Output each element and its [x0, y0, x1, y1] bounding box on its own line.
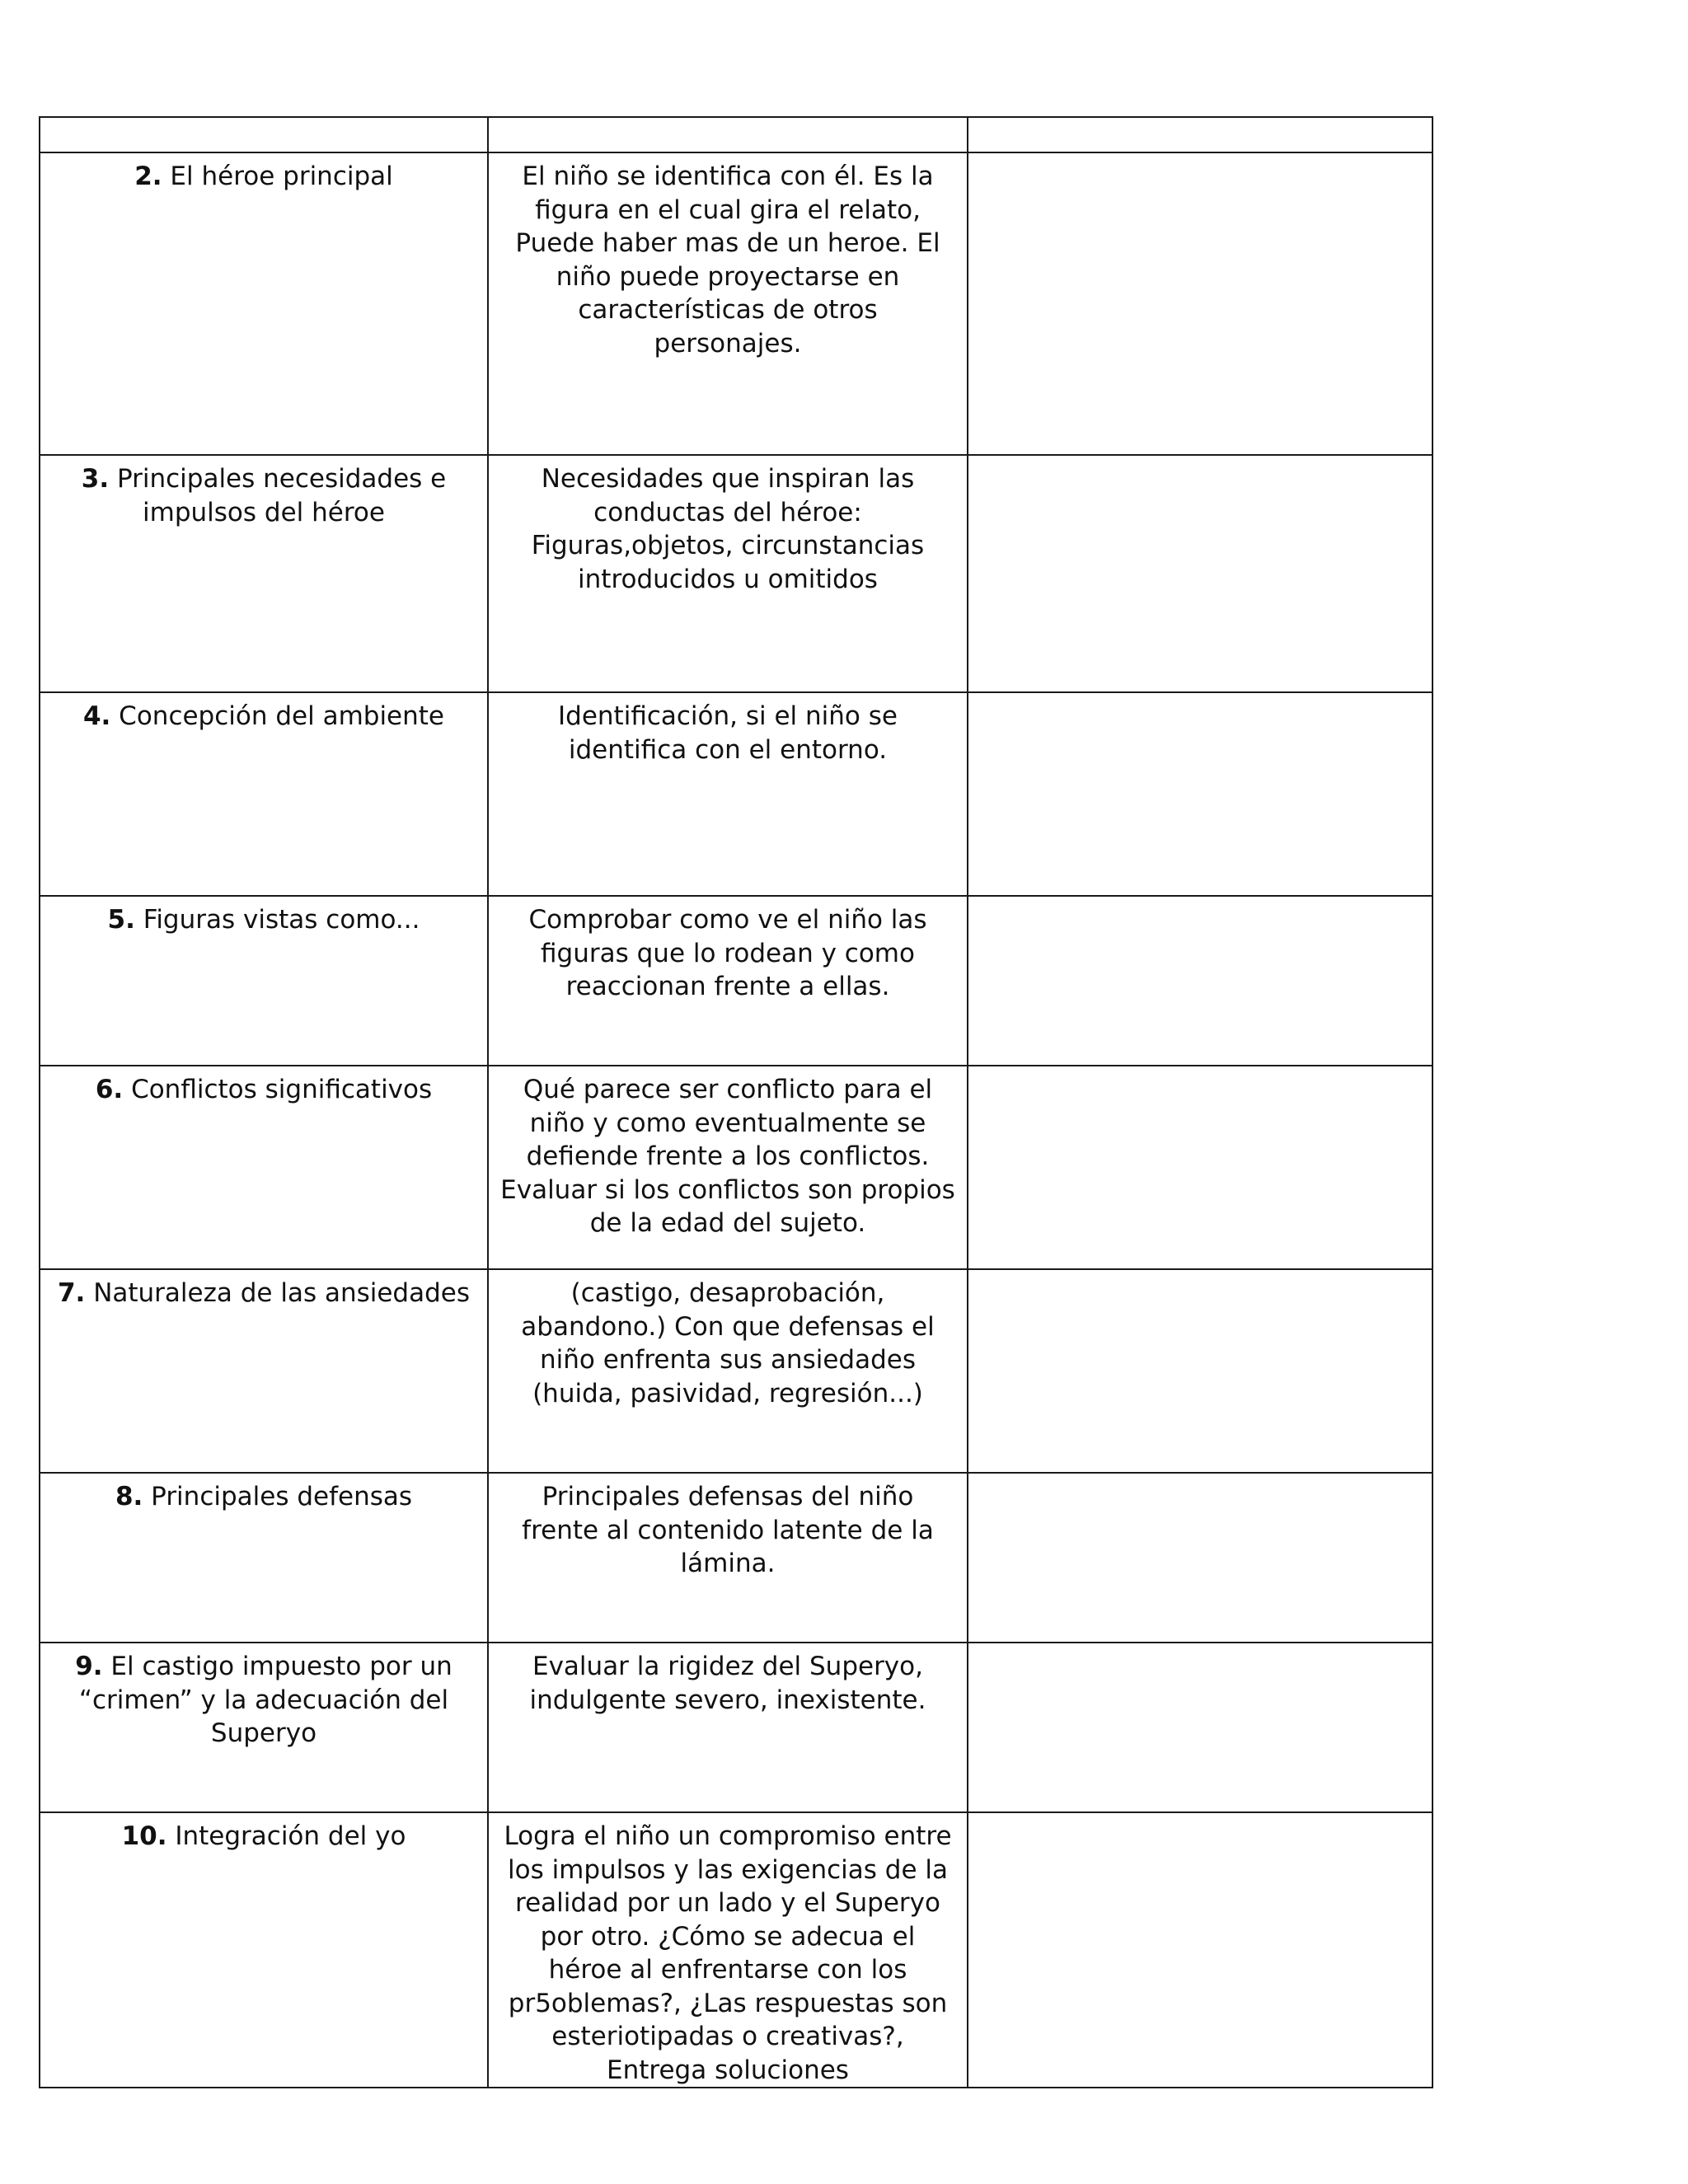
table-row [40, 1812, 1432, 2088]
notes-text [968, 456, 1432, 462]
notes-cell [968, 896, 1432, 1066]
description-text: Principales defensas del niño frente al contenido latente de la lámina. [522, 1482, 934, 1578]
notes-text [968, 897, 1432, 903]
item-number: 4. [82, 701, 111, 731]
description-text: Identificación, si el niño se identifica con el entorno. [558, 701, 898, 765]
item-number: 8. [115, 1482, 143, 1511]
aspect-cell [40, 152, 488, 455]
description-cell [488, 1269, 968, 1473]
item-number: 3. [81, 464, 110, 494]
aspect-cell [40, 692, 488, 896]
aspect-label: Conflictos significativos [123, 1075, 433, 1104]
notes-text [968, 153, 1432, 160]
notes-text [968, 1813, 1432, 1820]
description-text: Evaluar la rigidez del Superyo, indulgente severo, inexistente. [529, 1652, 926, 1715]
aspect-label: Principales defensas [143, 1482, 413, 1511]
aspect-label: Integración del yo [166, 1821, 406, 1851]
table-row [40, 455, 1432, 692]
aspect-cell [40, 1066, 488, 1269]
aspect-cell [40, 455, 488, 692]
notes-cell [968, 1066, 1432, 1269]
table-row [40, 896, 1432, 1066]
description-text: El niño se identifica con él. Es la figura en el cual gira el relato, Puede haber mas de un heroe. El niño puede proyectarse en características de otros personajes. [515, 162, 940, 359]
item-number: 7. [57, 1278, 86, 1308]
item-number: 5. [107, 905, 135, 935]
description-text: Qué parece ser conflicto para el niño y como eventualmente se defiende frente a los conflictos. Evaluar si los conflictos son propios de la edad del sujeto. [500, 1075, 955, 1238]
aspect-label: Naturaleza de las ansiedades [85, 1278, 471, 1308]
notes-cell [968, 455, 1432, 692]
description-cell [488, 1643, 968, 1812]
item-number: 6. [95, 1075, 124, 1104]
notes-cell [968, 1812, 1432, 2088]
description-cell [488, 1473, 968, 1643]
notes-text [968, 1270, 1432, 1277]
description-cell [488, 152, 968, 455]
table-row [40, 152, 1432, 455]
table-row [40, 1269, 1432, 1473]
notes-cell [968, 1473, 1432, 1643]
header-cell-notes [968, 117, 1432, 152]
notes-cell [968, 1643, 1432, 1812]
aspect-cell [40, 1643, 488, 1812]
table-row [40, 1643, 1432, 1812]
item-number: 2. [134, 162, 162, 191]
notes-text [968, 1643, 1432, 1650]
notes-text [968, 1066, 1432, 1073]
aspect-cell [40, 896, 488, 1066]
description-cell [488, 1066, 968, 1269]
notes-text [968, 1474, 1432, 1480]
analysis-table [39, 116, 1433, 2088]
header-cell-aspect [40, 117, 488, 152]
aspect-cell [40, 1269, 488, 1473]
aspect-label: Figuras vistas como... [134, 905, 420, 935]
item-number: 9. [75, 1652, 103, 1681]
aspect-cell [40, 1473, 488, 1643]
header-cell-description [488, 117, 968, 152]
item-number: 10. [121, 1821, 167, 1851]
description-cell [488, 896, 968, 1066]
description-text: Comprobar como ve el niño las figuras que lo rodean y como reaccionan frente a ellas. [528, 905, 927, 1001]
notes-cell [968, 1269, 1432, 1473]
table-row [40, 692, 1432, 896]
aspect-label: Principales necesidades e impulsos del héroe [109, 464, 447, 527]
description-cell [488, 1812, 968, 2088]
description-cell [488, 455, 968, 692]
table-header-row [40, 117, 1432, 152]
aspect-cell [40, 1812, 488, 2088]
notes-cell [968, 152, 1432, 455]
aspect-label: El héroe principal [162, 162, 393, 191]
notes-text [968, 693, 1432, 700]
description-cell [488, 692, 968, 896]
aspect-label: El castigo impuesto por un “crimen” y la adecuación del Superyo [78, 1652, 452, 1748]
aspect-label: Concepción del ambiente [110, 701, 445, 731]
description-text: (castigo, desaprobación, abandono.) Con que defensas el niño enfrenta sus ansiedades (huida, pasividad, regresión...) [521, 1278, 935, 1408]
table-row [40, 1473, 1432, 1643]
description-text: Logra el niño un compromiso entre los impulsos y las exigencias de la realidad por un lado y el Superyo por otro. ¿Cómo se adecua el héroe al enfrentarse con los pr5oblemas?, ¿Las respuestas son esteriotipadas o creativas?, Entrega soluciones [504, 1821, 952, 2085]
description-text: Necesidades que inspiran las conductas del héroe: Figuras,objetos, circunstancias introducidos u omitidos [531, 464, 925, 594]
notes-cell [968, 692, 1432, 896]
table-row [40, 1066, 1432, 1269]
